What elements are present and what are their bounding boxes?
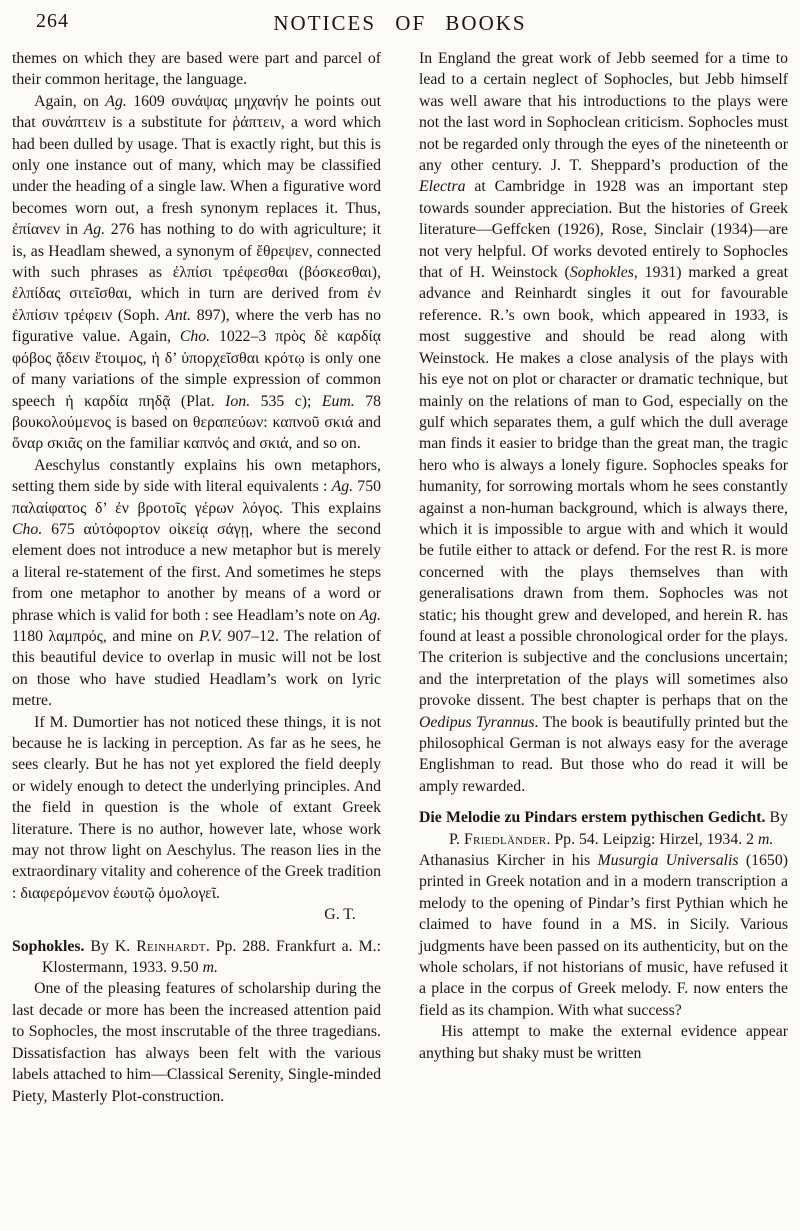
- text-run: Reinhardt: [136, 937, 206, 955]
- text-run: Ion.: [225, 392, 251, 410]
- text-run: Musurgia Universalis: [597, 852, 739, 870]
- text-run: at Cambridge in 1928 was an important step towards sounder appreciation. But the histories of Greek literature—Geffcken (1926), Rose, Sinclair (1934)—are not very helpful. Of works devoted entirely to Sophocles that of H. Weinstock (: [419, 178, 788, 282]
- text-run: . Pp. 54. Leipzig: Hirzel, 1934. 2: [546, 830, 758, 848]
- text-run: Ag.: [359, 606, 381, 624]
- text-run: By K.: [84, 937, 137, 955]
- text-run: By P.: [449, 809, 788, 848]
- text-run: Eum.: [321, 392, 355, 410]
- text-run: One of the pleasing features of scholarship during the last decade or more has been the increased attention paid to Sophocles, the most inscrutable of the three tragedians. Dissatisfaction has always been felt with the various labels attached to him—Classical Serenity, Single-minded Piety, Masterly Plot-construction.: [12, 980, 381, 1105]
- text-run: . Pp. 288. Frankfurt a. M.: Klostermann, 1933. 9.50: [42, 937, 381, 977]
- two-column-body: [12, 48, 788, 1107]
- text-run: Die Melodie zu Pindars erstem pythischen Gedicht.: [419, 809, 766, 827]
- text-run: 897), where the verb has no figurative value. Again,: [12, 306, 381, 346]
- text-run: 907–12. The relation of this beautiful device to overlap in music will not be lost on those who have studied Headlam’s work on lyric metre.: [12, 627, 381, 710]
- review-heading: [419, 807, 788, 850]
- text-run: 675 αὐτόφορτον οἰκείᾳ σάγῃ, where the second element does not introduce a new metaphor but is merely a literal re-statement of the first. And sometimes he steps from one metaphor to another by means of a word or phrase which is valid for both : see Headlam’s note on: [12, 520, 381, 624]
- text-run: 78 βουκολούμενος is based on θεραπεύων: καπνοῦ σκιά and ὄναρ σκιᾶς on the familiar καπνός and σκιά, and so on.: [12, 392, 381, 453]
- right-column: [419, 48, 788, 1064]
- text-run: themes on which they are based were part and parcel of their common heritage, the language.: [12, 50, 381, 89]
- text-run: Ant.: [165, 306, 192, 324]
- text-run: 276 has nothing to do with agriculture; it is, as Headlam shewed, a synonym of ἔθρεψεν, connected with such phrases as ἐλπίσι τρέφεσθαι (βόσκεσθαι), ἐλπίδας σιτεῖσθαι, which in turn are derived from ἐν ἐλπίσιν τρέφειν (Soph.: [12, 221, 381, 324]
- signature: [12, 904, 381, 925]
- text-run: m.: [757, 830, 774, 848]
- paragraph: [12, 91, 381, 455]
- text-run: G. T.: [324, 906, 356, 924]
- text-run: Oedipus Tyrannus: [419, 713, 535, 731]
- text-run: P.V.: [198, 627, 223, 645]
- page-header: [12, 8, 788, 42]
- paragraph: [419, 1021, 788, 1064]
- text-run: Sophokles.: [12, 937, 85, 955]
- paragraph: [419, 850, 788, 1021]
- page-number: 264: [36, 10, 69, 32]
- paragraph: [12, 712, 381, 905]
- paragraph: [12, 455, 381, 712]
- text-run: 750 παλαίφατος δ’ ἐν βροτοῖς γέρων λόγος. This explains: [12, 478, 381, 517]
- left-column: [12, 48, 381, 1107]
- review-heading: [12, 936, 381, 979]
- text-run: Again, on: [34, 92, 106, 110]
- paragraph: [12, 978, 381, 1106]
- text-run: . The book is beautifully printed but the philosophical German is not always easy for the average Englishman to read. But those who do read it will be amply rewarded.: [419, 713, 788, 795]
- text-run: 1180 λαμπρός, and mine on: [12, 627, 199, 645]
- text-run: 535 c);: [250, 392, 322, 410]
- text-run: Ag.: [331, 478, 354, 496]
- text-run: (1650) printed in Greek notation and in a modern transcription a melody to the opening of Pindar’s first Pythian which he claimed to have found in a MS. in Sicily. Various judgments have been passed on its authenticity, but on the whole scholars, if not historians of music, have refused it a place in the corpus of Greek melody. F. now enters the field as its champion. With what success?: [419, 852, 788, 1019]
- text-run: Sophokles: [569, 264, 634, 282]
- page-title: NOTICES OF BOOKS: [273, 11, 527, 35]
- text-run: Friedländer: [463, 830, 547, 848]
- text-run: If M. Dumortier has not noticed these things, it is not because he is lacking in perception. As far as he sees, he sees clearly. But he has not yet explored the field deeply or widely enough to detect the underlying principles. And the field in question is the whole of extant Greek literature. There is no author, however late, whose work may not throw light on Aeschylus. The reason lies in the extraordinary vitality and coherence of the Greek tradition : διαφερόμενον ἑωυτῷ ὁμολογεῖ.: [12, 713, 381, 902]
- text-run: 1022–3 πρὸς δὲ καρδίᾳ φόβος ᾄδειν ἕτοιμος, ἡ δ’ ὑπορχεῖσθαι κρότῳ is only one of many variations of the simple expression of common speech ἡ καρδία πηδᾷ (Plat.: [12, 328, 381, 410]
- text-run: Ag.: [83, 221, 106, 239]
- text-run: , 1931) marked a great advance and Reinhardt singles it out for favourable reference. R.’s own book, which appeared in 1933, is most suggestive and should be read along with Weinstock. He makes a close analysis of the plays with his eye not on plot or character or dramatic technique, but mainly on the relations of man to God, especially on the gulf which separates them, a gulf which the dull average man finds it easier to bridge than the great man, the tragic hero who is always a lonely figure. Sophocles speaks for humanity, for sorrowing mortals whom he sees constantly against a non-human background, which is always there, which it is impossible to argue with and which it would be futile either to attack or defend. For the rest R. is more concerned with the plays themselves than with generalisations drawn from them. Sophocles was not static; his thought grew and developed, and herein R. has found at least a possible chronological order for the plays. The criterion is subjective and the conclusions uncertain; and the interpretation of the plays will sometimes also provoke dissent. The best chapter is perhaps that on the: [419, 264, 788, 710]
- text-run: 1609 συνάψας μηχανήν he points out that συνάπτειν is a substitute for ῥάπτειν, a word which had been dulled by usage. That is exactly right, but this is only one instance out of many, which may be classified under the heading of a single law. When a figurative word becomes worn out, a fresh synonym replaces it. Thus, ἐπίανεν in: [12, 92, 381, 239]
- text-run: Aeschylus constantly explains his own metaphors, setting them side by side with literal equivalents :: [12, 456, 381, 496]
- text-run: Ag.: [105, 92, 127, 110]
- text-run: Cho.: [12, 520, 43, 538]
- paragraph: [419, 48, 788, 797]
- text-run: His attempt to make the external evidence appear anything but shaky must be written: [419, 1023, 788, 1062]
- paragraph: [12, 48, 381, 91]
- text-run: Cho.: [179, 328, 211, 346]
- text-run: Athanasius Kircher in his: [419, 852, 598, 870]
- text-run: In England the great work of Jebb seemed for a time to lead to a certain neglect of Sophocles, but Jebb himself was well aware that his introductions to the plays were not the last word in Sophoclean criticism. Sophocles must not be regarded only through the eyes of the nineteenth or any other century. J. T. Sheppard’s production of the: [419, 50, 788, 175]
- text-run: m.: [202, 959, 218, 977]
- text-run: Electra: [419, 178, 466, 196]
